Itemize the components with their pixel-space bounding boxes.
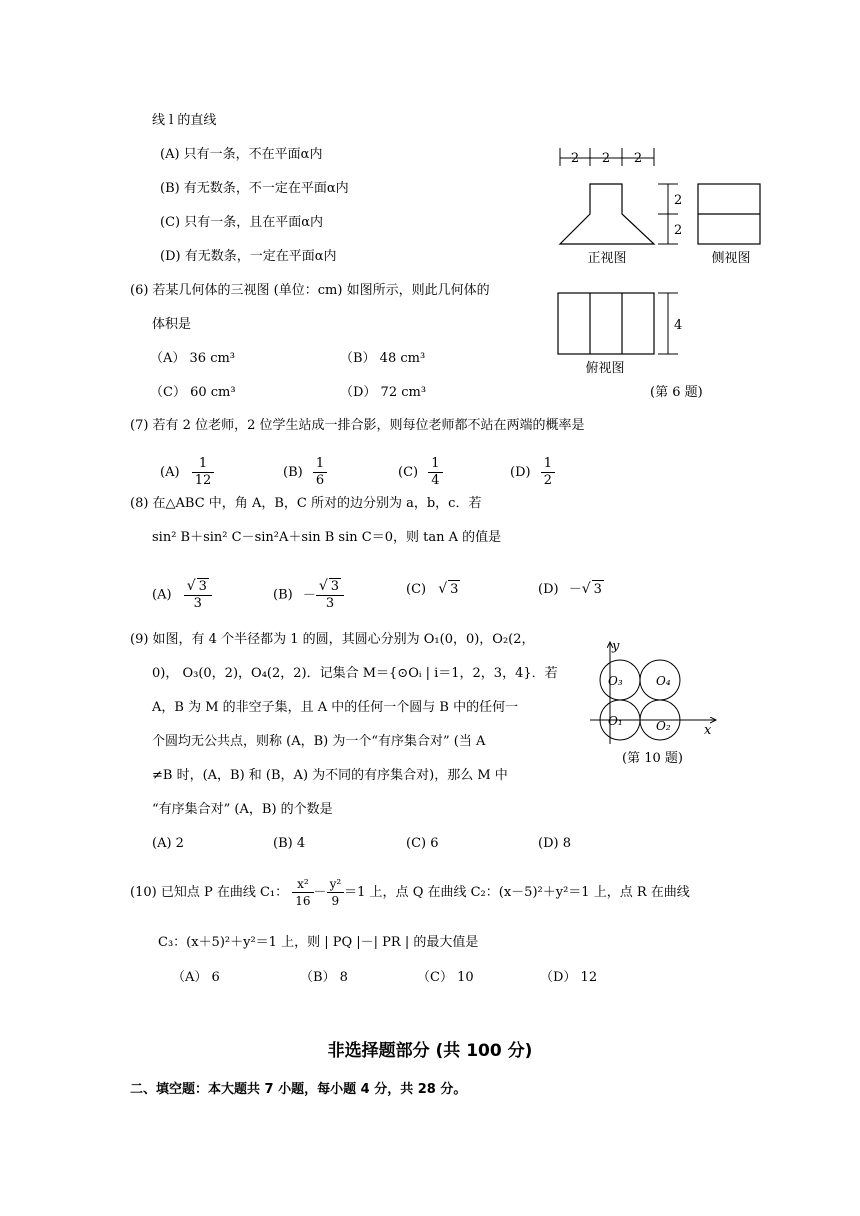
- q7-option-d: (D) $\frac{1}{2}$: [510, 456, 555, 489]
- q6-option-b: （B） 48 cm³: [340, 351, 426, 366]
- q8-option-b: (B) － $\frac{√ 3}{3}$: [273, 578, 344, 612]
- q8-option-a: (A) $\frac{√ 3}{3}$: [152, 578, 212, 612]
- three-view-figure: [550, 140, 770, 405]
- q7-option-b: (B) $\frac{1}{6}$: [283, 456, 327, 489]
- q8-option-d: (D) －√ 3: [538, 581, 602, 597]
- q9-option-b: (B) 4: [273, 836, 306, 851]
- dim-top-2: 2: [601, 151, 611, 166]
- q6-stem-line2: 体积是: [152, 317, 192, 332]
- q9-line-1: (9) 如图，有 4 个半径都为 1 的圆，其圆心分别为 O₁(0，0)，O₂(2，: [130, 632, 535, 647]
- front-view-shape: [560, 184, 654, 244]
- q5-option-b: (B) 有无数条，不一定在平面α内: [160, 181, 349, 196]
- dim-top-view: 4: [674, 318, 683, 333]
- q8-stem-line2: sin² B＋sin² C－sin²A＋sin B sin C＝0，则 tan A 的值是: [152, 530, 502, 545]
- circles-figure: [582, 632, 722, 772]
- q8-stem-line1: (8) 在△ABC 中，角 A，B，C 所对的边分别为 a，b，c．若: [130, 496, 482, 511]
- q7-option-c: (C) $\frac{1}{4}$: [398, 456, 443, 489]
- q6-stem-line1: (6) 若某几何体的三视图 (单位：cm) 如图所示，则此几何体的: [130, 283, 490, 298]
- q7-option-a: (A) $\frac{1}{12}$: [160, 456, 214, 489]
- figure6-caption: (第 6 题): [650, 385, 703, 400]
- dim-top-3: 2: [633, 151, 643, 166]
- top-view-label: 俯视图: [585, 361, 625, 376]
- q10-line-2: C₃：(x＋5)²＋y²＝1 上，则 | PQ |－| PR | 的最大值是: [158, 935, 479, 950]
- q9-line-5: ≠B 时，(A，B) 和 (B，A) 为不同的有序集合对)，那么 M 中: [152, 768, 508, 783]
- part2-title: 非选择题部分 (共 100 分): [327, 1041, 533, 1061]
- label-o1: O₁: [608, 714, 623, 728]
- q6-option-c: （C） 60 cm³: [150, 385, 236, 400]
- q10-line-1: (10) 已知点 P 在曲线 C₁： $\frac{\text{x²}}{16}$ － $\frac{\text{y²}}{9}$ ＝1 上，点 Q 在曲线 C₂：(x－5)²＋y²＝1 上，点 R 在曲线: [130, 877, 690, 908]
- x-axis-label: x: [704, 723, 712, 738]
- q9-line-4: 个圆均无公共点，则称 (A，B) 为一个“有序集合对” (当 A: [152, 734, 486, 749]
- y-axis-label: y: [612, 639, 620, 654]
- q9-option-c: (C) 6: [406, 836, 439, 851]
- dim-right-1: 2: [674, 193, 683, 208]
- label-o3: O₃: [608, 674, 623, 688]
- q10-option-d: （D） 12: [540, 970, 598, 985]
- dim-top-1: 2: [570, 151, 580, 166]
- q5-option-c: (C) 只有一条，且在平面α内: [160, 215, 324, 230]
- label-o2: O₂: [656, 719, 671, 733]
- q7-stem: (7) 若有 2 位老师，2 位学生站成一排合影，则每位老师都不站在两端的概率是: [130, 418, 585, 433]
- label-o4: O₄: [656, 674, 671, 688]
- q9-option-a: (A) 2: [152, 836, 184, 851]
- q10-option-a: （A） 6: [172, 970, 220, 985]
- q5-stem-end: 线 l 的直线: [152, 113, 217, 128]
- q5-option-d: (D) 有无数条，一定在平面α内: [160, 249, 337, 264]
- q9-option-d: (D) 8: [538, 836, 571, 851]
- q6-option-d: （D） 72 cm³: [340, 385, 427, 400]
- q9-line-6: “有序集合对” (A，B) 的个数是: [152, 802, 333, 817]
- q6-option-a: （A） 36 cm³: [150, 351, 236, 366]
- figure10-caption: (第 10 题): [622, 751, 683, 766]
- q10-option-b: （B） 8: [300, 970, 348, 985]
- section2-heading: 二、填空题：本大题共 7 小题，每小题 4 分，共 28 分。: [130, 1082, 467, 1097]
- q5-option-a: (A) 只有一条，不在平面α内: [160, 147, 323, 162]
- q10-option-c: （C） 10: [417, 970, 474, 985]
- front-view-label: 正视图: [587, 251, 627, 266]
- q8-option-c: (C) √ 3: [406, 581, 459, 597]
- top-view-shape: [558, 293, 654, 354]
- q9-line-3: A，B 为 M 的非空子集，且 A 中的任何一个圆与 B 中的任何一: [152, 700, 519, 715]
- dim-right-2: 2: [674, 223, 683, 238]
- side-view-label: 侧视图: [711, 251, 751, 266]
- q9-line-2: 0)， O₃(0，2)，O₄(2，2)．记集合 M＝{⊙Oᵢ | i＝1，2，3，4}．若: [152, 666, 558, 681]
